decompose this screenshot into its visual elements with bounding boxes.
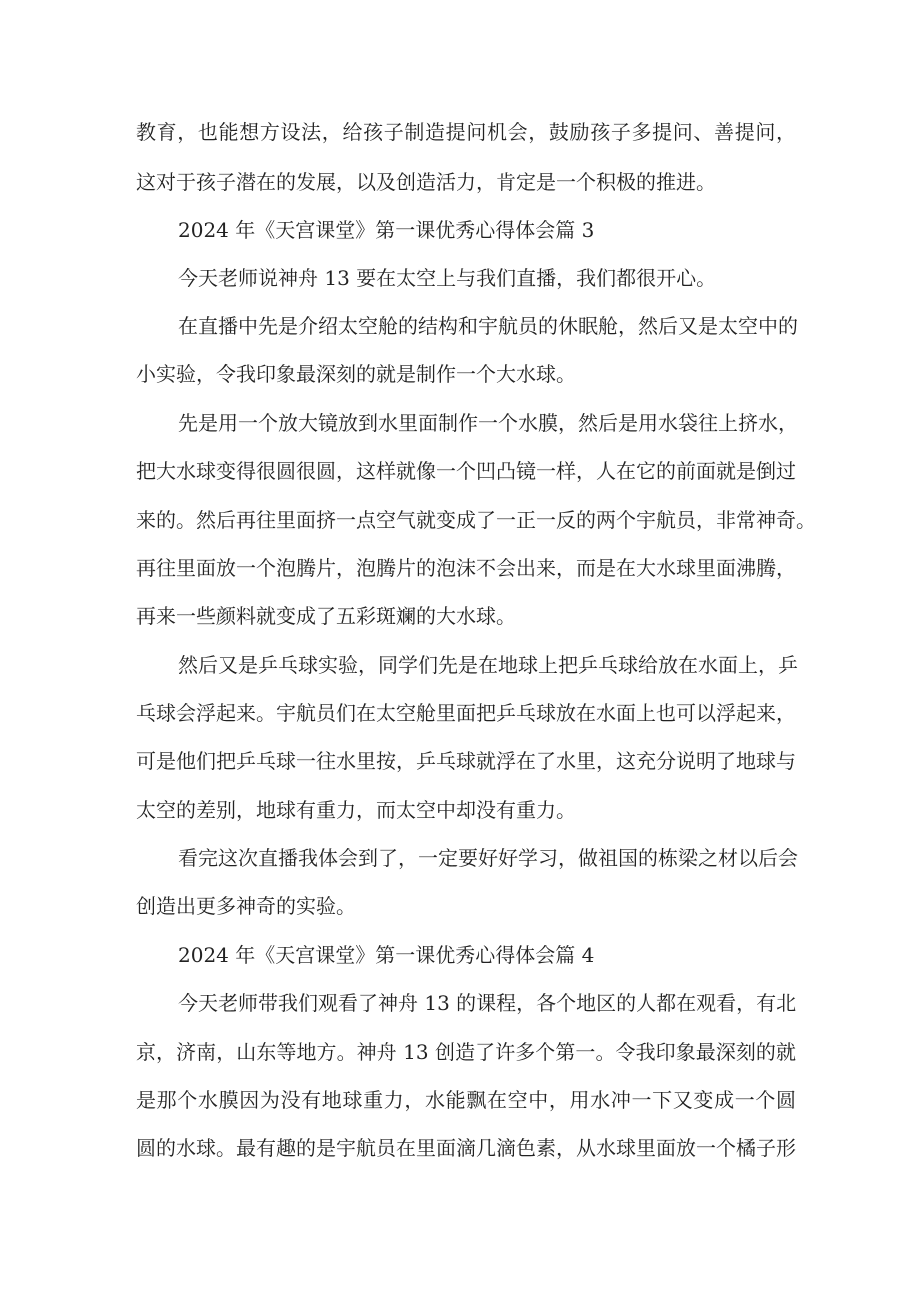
text-line: 可是他们把乒乓球一往水里按，乒乓球就浮在了水里，这充分说明了地球与 <box>136 749 796 773</box>
section-heading: 2024 年《天宫课堂》第一课优秀心得体会篇 4 <box>178 943 595 967</box>
text-line: 看完这次直播我体会到了，一定要好好学习，做祖国的栋梁之材以后会 <box>178 846 798 870</box>
text-line: 太空的差别，地球有重力，而太空中却没有重力。 <box>136 798 576 822</box>
text-line: 创造出更多神奇的实验。 <box>136 894 356 918</box>
text-line: 乓球会浮起来。宇航员们在太空舱里面把乒乓球放在水面上也可以浮起来， <box>136 701 796 725</box>
text-line: 再来一些颜料就变成了五彩斑斓的大水球。 <box>136 604 516 628</box>
text-line: 是那个水膜因为没有地球重力，水能飘在空中，用水冲一下又变成一个圆 <box>136 1088 796 1112</box>
text-line: 在直播中先是介绍太空舱的结构和宇航员的休眠舱，然后又是太空中的 <box>178 314 798 338</box>
section-heading: 2024 年《天宫课堂》第一课优秀心得体会篇 3 <box>178 218 595 242</box>
text-line: 这对于孩子潜在的发展，以及创造活力，肯定是一个积极的推进。 <box>136 170 716 194</box>
text-line: 教育，也能想方设法，给孩子制造提问机会，鼓励孩子多提问、善提问， <box>136 120 796 144</box>
text-line: 今天老师说神舟 13 要在太空上与我们直播，我们都很开心。 <box>178 266 717 290</box>
text-line: 京，济南，山东等地方。神舟 13 创造了许多个第一。令我印象最深刻的就 <box>136 1040 796 1064</box>
text-line: 然后又是乒乓球实验，同学们先是在地球上把乒乓球给放在水面上，乒 <box>178 653 798 677</box>
text-line: 把大水球变得很圆很圆，这样就像一个凹凸镜一样，人在它的前面就是倒过 <box>136 459 796 483</box>
text-line: 今天老师带我们观看了神舟 13 的课程，各个地区的人都在观看，有北 <box>178 991 797 1015</box>
text-line: 再往里面放一个泡腾片，泡腾片的泡沫不会出来，而是在大水球里面沸腾， <box>136 556 796 580</box>
text-line: 先是用一个放大镜放到水里面制作一个水膜，然后是用水袋往上挤水， <box>178 411 798 435</box>
text-line: 来的。然后再往里面挤一点空气就变成了一正一反的两个宇航员，非常神奇。 <box>136 508 816 532</box>
text-line: 圆的水球。最有趣的是宇航员在里面滴几滴色素，从水球里面放一个橘子形 <box>136 1136 796 1160</box>
text-line: 小实验，令我印象最深刻的就是制作一个大水球。 <box>136 362 576 386</box>
